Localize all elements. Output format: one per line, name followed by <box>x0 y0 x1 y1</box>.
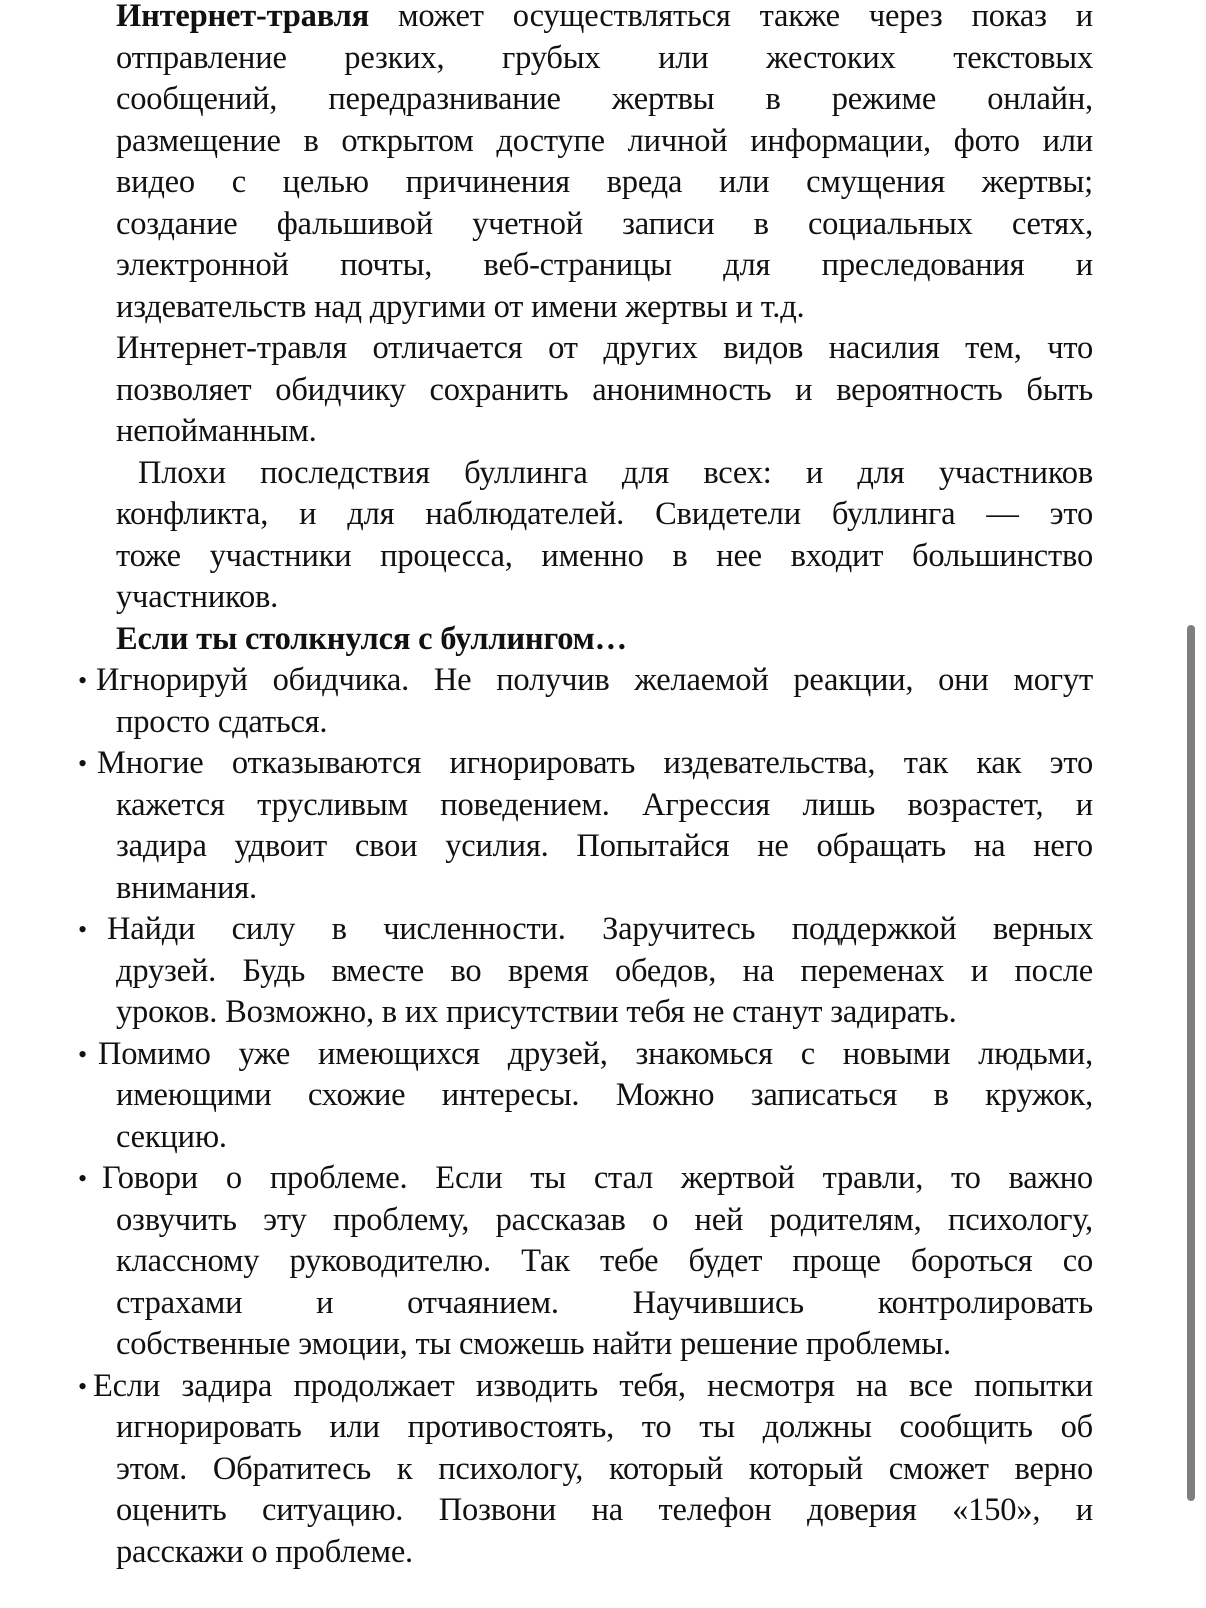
paragraph-line: электронной почты, веб-страницы для преследования и <box>116 247 1093 283</box>
paragraph-line: отправление резких, грубых или жестоких текстовых <box>116 40 1093 76</box>
bullet-line: друзей. Будь вместе во время обедов, на переменах и после <box>116 953 1093 989</box>
bullet-line: имеющими схожие интересы. Можно записаться в кружок, <box>116 1077 1093 1113</box>
paragraph-line: размещение в открытом доступе личной информации, фото или <box>116 123 1093 159</box>
paragraph-line: участников. <box>116 579 279 615</box>
paragraph-line: Интернет-травля отличается от других видов насилия тем, что <box>116 330 1093 366</box>
bullet-icon: • <box>78 1040 88 1069</box>
bullet-line: игнорировать или противостоять, то ты должны сообщить об <box>116 1409 1093 1445</box>
vertical-scrollbar-thumb[interactable] <box>1187 625 1195 1501</box>
paragraph-line: конфликта, и для наблюдателей. Свидетели буллинга — это <box>116 496 1093 532</box>
bullet-line: Найди силу в численности. Заручитесь поддержкой верных <box>107 911 1093 947</box>
bullet-icon: • <box>78 749 88 778</box>
bullet-icon: • <box>78 915 88 944</box>
bullet-line: озвучить эту проблему, рассказав о ней родителям, психологу, <box>116 1202 1093 1238</box>
bullet-line: этом. Обратитесь к психологу, который который сможет верно <box>116 1451 1093 1487</box>
bullet-line: просто сдаться. <box>116 704 328 740</box>
paragraph-line: непойманным. <box>116 413 317 449</box>
bullet-line: оценить ситуацию. Позвони на телефон доверия «150», и <box>116 1492 1093 1528</box>
bullet-line: Говори о проблеме. Если ты стал жертвой травли, то важно <box>102 1160 1093 1196</box>
bullet-line: собственные эмоции, ты сможешь найти решение проблемы. <box>116 1326 951 1362</box>
bullet-line: Если задира продолжает изводить тебя, несмотря на все попытки <box>93 1368 1093 1404</box>
bullet-line: Многие отказываются игнорировать издевательства, так как это <box>97 745 1093 781</box>
paragraph-line: сообщений, передразнивание жертвы в режиме онлайн, <box>116 81 1093 117</box>
bullet-line: Помимо уже имеющихся друзей, знакомься с новыми людьми, <box>98 1036 1093 1072</box>
bullet-line: страхами и отчаянием. Научившись контролировать <box>116 1285 1093 1321</box>
bullet-line: Игнорируй обидчика. Не получив желаемой реакции, они могут <box>96 662 1093 698</box>
paragraph-line: тоже участники процесса, именно в нее входит большинство <box>116 538 1093 574</box>
bullet-line: кажется трусливым поведением. Агрессия лишь возрастет, и <box>116 787 1093 823</box>
bullet-line: секцию. <box>116 1119 227 1155</box>
bullet-line: классному руководителю. Так тебе будет проще бороться со <box>116 1243 1093 1279</box>
bullet-icon: • <box>78 1164 88 1193</box>
paragraph-line: издевательств над другими от имени жертвы и т.д. <box>116 289 805 325</box>
section-heading: Если ты столкнулся с буллингом… <box>116 621 627 657</box>
paragraph-line: Интернет-травля может осуществляться также через показ и <box>116 0 1093 34</box>
bold-lead-term: Интернет-травля <box>116 0 370 34</box>
paragraph-line: Плохи последствия буллинга для всех: и для участников <box>138 455 1093 491</box>
paragraph-line: создание фальшивой учетной записи в социальных сетях, <box>116 206 1093 242</box>
bullet-line: задира удвоит свои усилия. Попытайся не обращать на него <box>116 828 1093 864</box>
bullet-line: внимания. <box>116 870 257 906</box>
bullet-icon: • <box>78 1372 88 1401</box>
paragraph-line: позволяет обидчику сохранить анонимность и вероятность быть <box>116 372 1093 408</box>
bullet-line: расскажи о проблеме. <box>116 1534 413 1570</box>
bullet-line: уроков. Возможно, в их присутствии тебя не станут задирать. <box>116 994 957 1030</box>
bullet-icon: • <box>78 666 88 695</box>
paragraph-line: видео с целью причинения вреда или смущения жертвы; <box>116 164 1093 200</box>
